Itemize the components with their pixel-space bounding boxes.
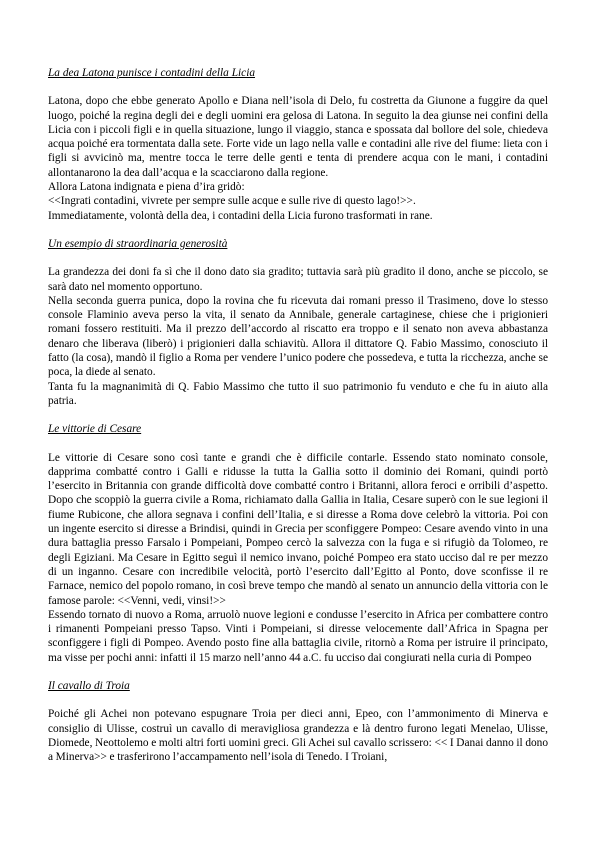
document-page bbox=[48, 66, 548, 764]
paragraph: Poiché gli Achei non potevano espugnare Troia per dieci anni, Epeo, con l’ammonimento di Minerva e consiglio di Ulisse, costruì un cavallo di meravigliosa grandezza e là dentro furono legati Menelao, Ulisse, Diomede, Neottolemo e molti altri forti uomini greci. Gli Achei sul cavallo scrissero: << I Danai danno il dono a Minerva>> e trasferirono l’accampamento nell’isola di Tenedo. I Troiani, bbox=[48, 708, 549, 764]
paragraph: Tanta fu la magnanimità di Q. Fabio Massimo che tutto il suo patrimonio fu venduto e che fu in aiuto alla patria. bbox=[48, 380, 548, 407]
paragraph: Latona, dopo che ebbe generato Apollo e Diana nell’isola di Delo, fu costretta da Giunone a fuggire da quel luogo, poiché la regina degli dei e degli uomini era gelosa di Latona. In seguito la dea giunse nei confini della Licia con i piccoli figli e in quella situazione, lungo il viaggio, stanca e spossata dal bollore del sole, chiedeva acqua poiché era tormentata dalla sete. Forte vide un lago nella valle e contadini alle rive del fiume: lieta con i figli si avvicinò ma, mentre tocca le terre delle genti e tenta di prendere acqua con le mani, i contadini allontanarono la dea dall’acqua e la scacciarono dalla regione. bbox=[48, 95, 548, 179]
paragraph: Nella seconda guerra punica, dopo la rovina che fu ricevuta dai romani presso il Trasimeno, dove lo stesso console Flaminio aveva perso la vita, il senato da Annibale, generale cartaginese, chiese che i prigionieri romani fossero restituiti. Ma il prezzo dell’accordo al riscatto era troppo e il senato non aveva abbastanza denaro che liberava (liberò) i prigionieri dalla schiavitù. Allora il dittatore Q. Fabio Massimo, conosciuto il fatto (la cosa), mandò il figlio a Roma per vendere l’unico podere che possedeva, e tutta la ricchezza, anche se poca, la diede al senato. bbox=[48, 294, 548, 379]
paragraph: Le vittorie di Cesare sono così tante e grandi che è difficile contarle. Essendo stato nominato console, dapprima combatté contro i Galli e ridusse la tutta la Gallia sotto il dominio dei Romani, quindi portò l’esercito in Britannia con grande difficoltà dove combatté contro i Britanni, allora feroci e orribili d’aspetto. Dopo che scoppiò la guerra civile a Roma, richiamato dalla Gallia in Italia, Cesare superò con le sue legioni il fiume Rubicone, che allora segnava i confini dell’Italia, e si diresse a Roma dove celebrò la vittoria. Poi con un ingente esercito si diresse a Brindisi, quindi in Grecia per sconfiggere Pompeo: Cesare avendo vinto in una dura battaglia presso Farsalo i Pompeiani, Pompeo cercò la salvezza con la fuga e si rifugiò da Tolomeo, re degli Egiziani. Ma Cesare in Egitto seguì il nemico invano, poiché Pompeo era stato ucciso dal re per mezzo di un inganno. Cesare con incredibile velocità, portò l’esercito dall’Egitto al Ponto, dove sconfisse il re Farnace, nemico del popolo romano, in così breve tempo che mandò al senato un annuncio della vittoria con le famose parole: <<Venni, vedi, vinsi!>> bbox=[48, 451, 548, 607]
paragraph: Allora Latona indignata e piena d’ira gridò: bbox=[48, 181, 245, 194]
paragraph: <<Ingrati contadini, vivrete per sempre sulle acque e sulle rive di questo lago!>>. bbox=[48, 195, 416, 208]
paragraph: La grandezza dei doni fa sì che il dono dato sia gradito; tuttavia sarà più gradito il dono, anche se piccolo, se sarà dato nel momento opportuno. bbox=[48, 266, 548, 293]
section-title: Il cavallo di Troia bbox=[48, 679, 130, 692]
section-title: Un esempio di straordinaria generosità bbox=[48, 237, 228, 250]
section-title: La dea Latona punisce i contadini della Licia bbox=[48, 67, 256, 79]
paragraph: Immediatamente, volontà della dea, i contadini della Licia furono trasformati in rane. bbox=[48, 209, 433, 222]
paragraph: Essendo tornato di nuovo a Roma, arruolò nuove legioni e condusse l’esercito in Africa per combattere contro i rimanenti Pompeiani presso Tapso. Vinti i Pompeiani, si diresse velocemente dall’Africa in Spagna per sconfiggere i figli di Pompeo. Avendo posto fine alla battaglia civile, ritornò a Roma per istruire il principato, ma visse per pochi anni: infatti il 15 marzo nell’anno 44 a.C. fu ucciso dai congiurati nella curia di Pompeo bbox=[48, 608, 548, 664]
section-title: Le vittorie di Cesare bbox=[48, 423, 142, 436]
